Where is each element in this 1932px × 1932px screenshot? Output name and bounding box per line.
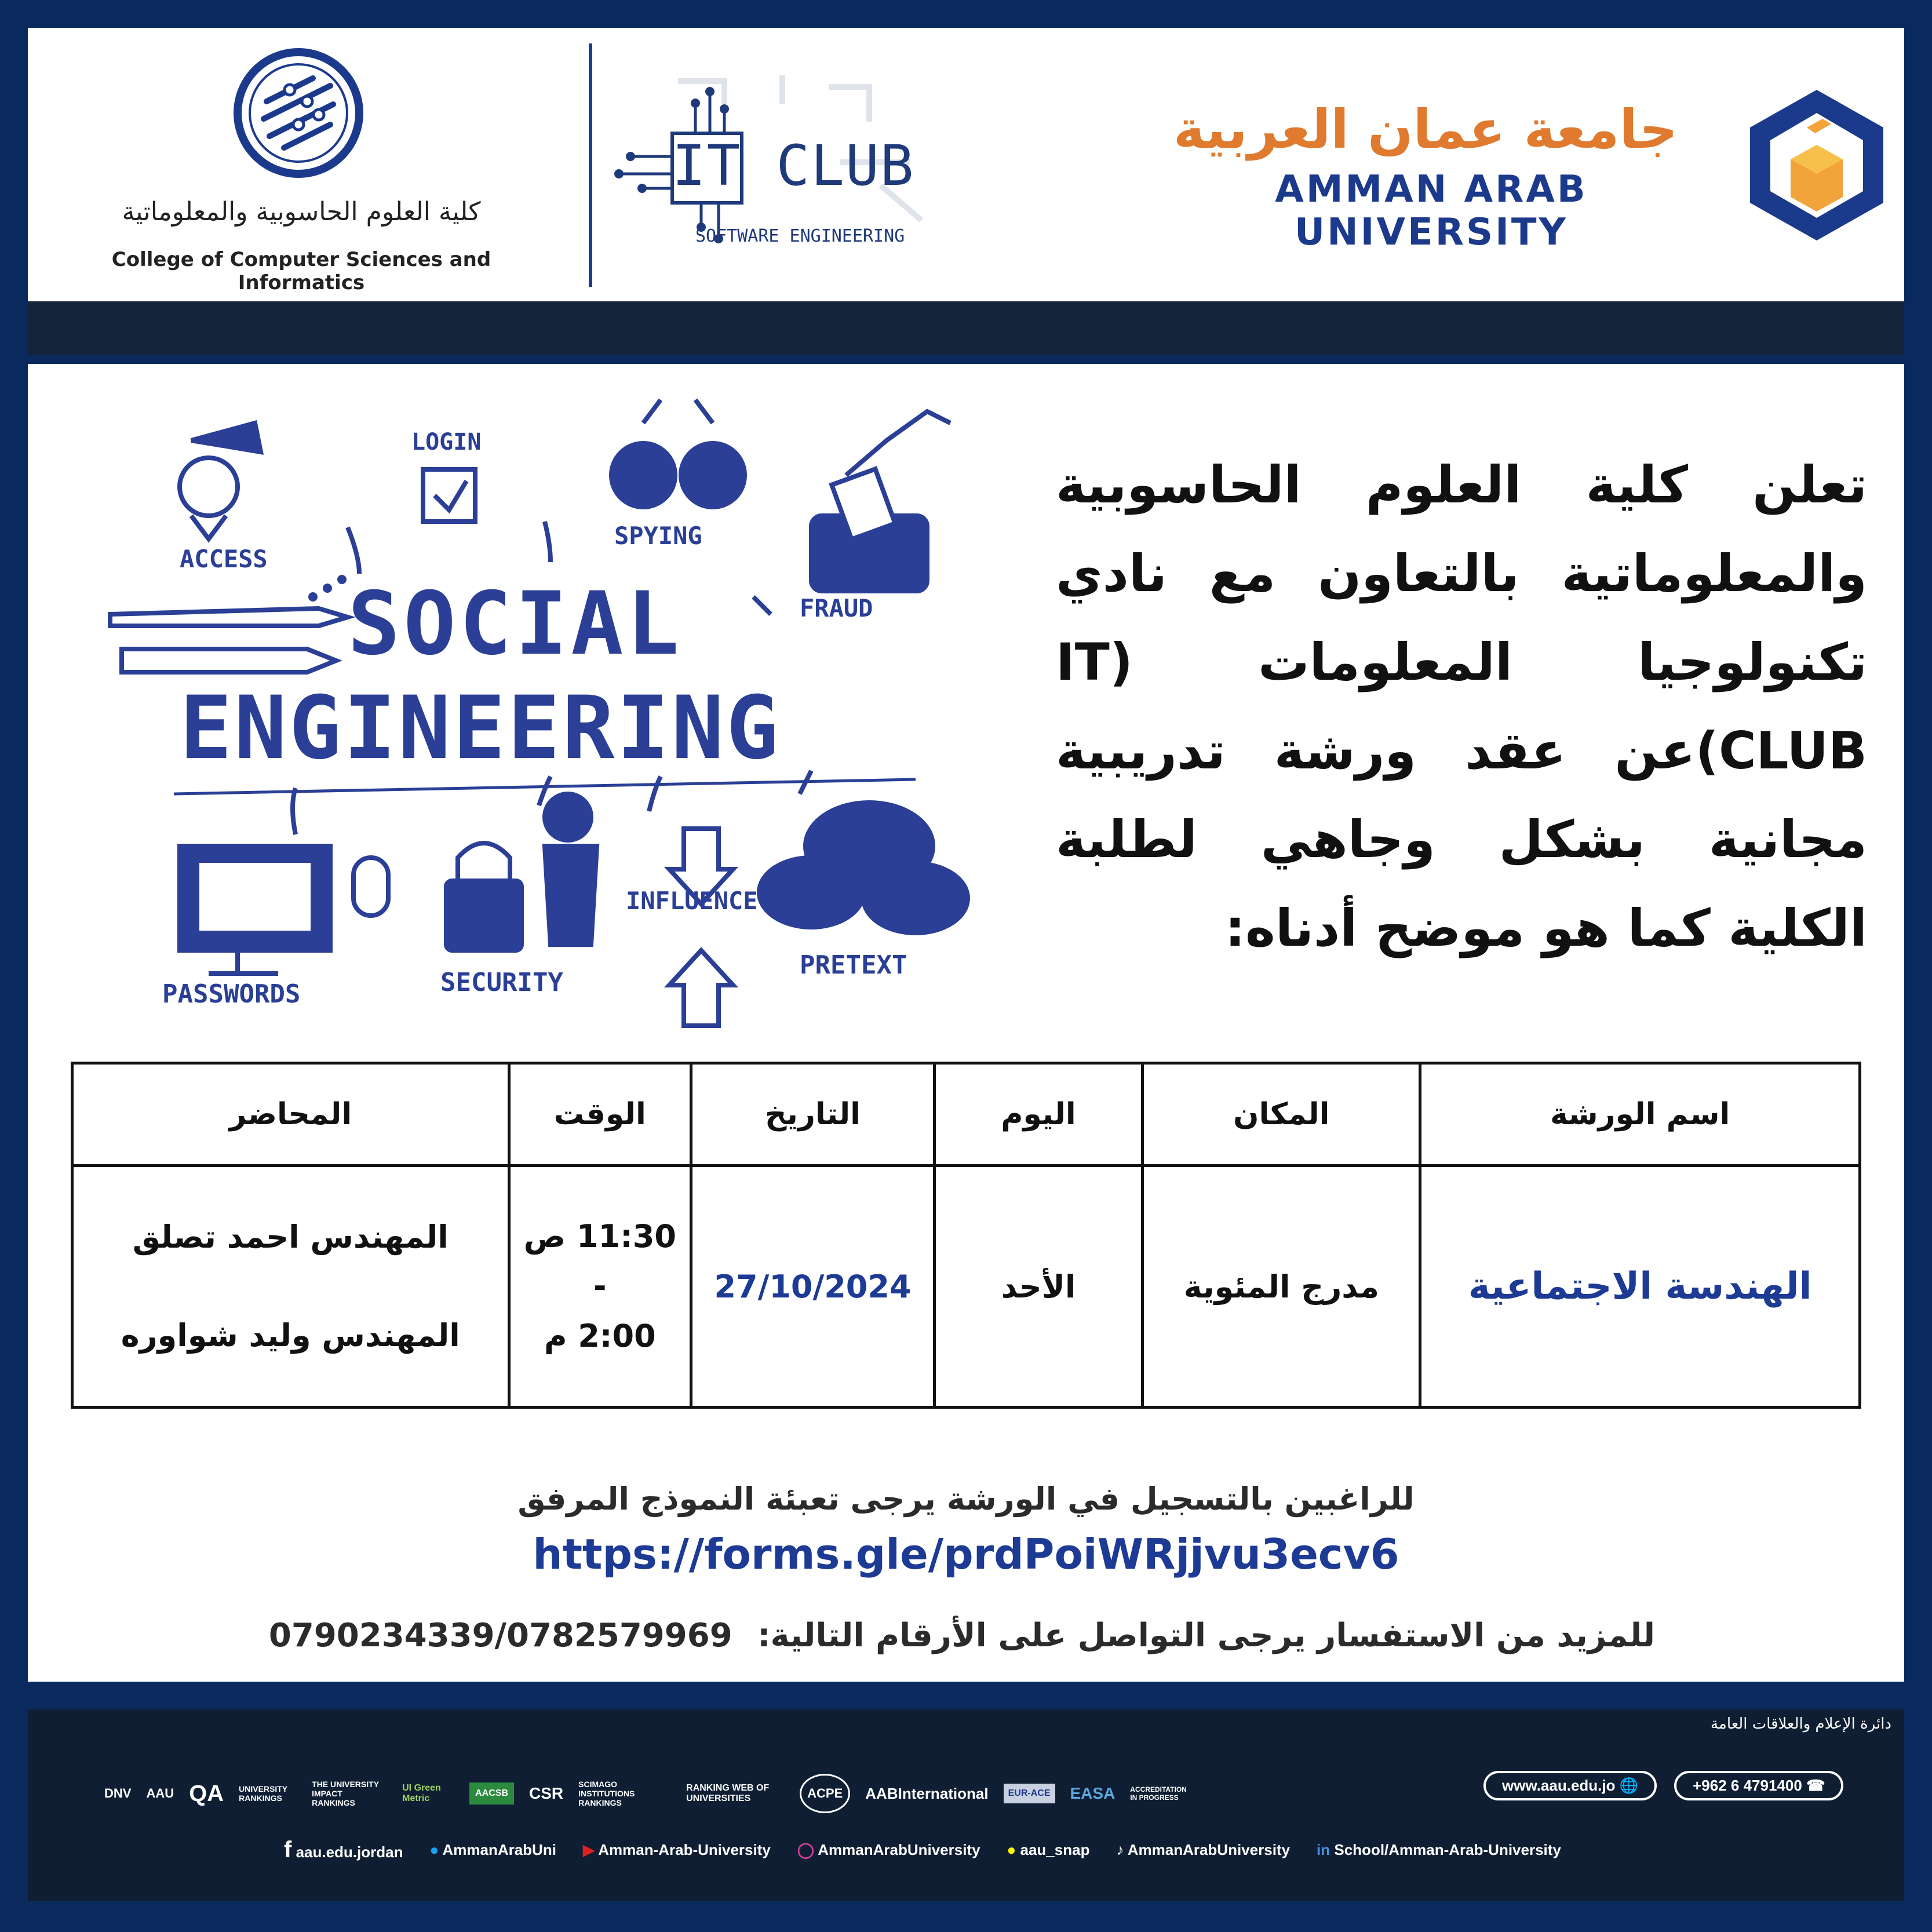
social-facebook[interactable]: f aau.edu.jordan: [284, 1837, 403, 1862]
college-name-ar: كلية العلوم الحاسوبية والمعلوماتية: [122, 197, 481, 227]
contact-line: [267, 1617, 1657, 1654]
poster-label-pretext: PRETEXT: [800, 950, 907, 980]
badge-aab: AABInternational: [865, 1784, 989, 1802]
university-name-en: AMMAN ARAB UNIVERSITY: [1275, 168, 1588, 254]
contact-phones: 0790234339/0782579969: [268, 1617, 732, 1654]
header-divider-band: [28, 301, 1904, 355]
badge-csr: CSR: [529, 1784, 564, 1802]
header-workshop-name: اسم الورشة: [1420, 1063, 1860, 1166]
workshop-table: [71, 1062, 1861, 1409]
cell-workshop-name: الهندسة الاجتماعية: [1420, 1166, 1860, 1408]
accreditation-badges: [104, 1767, 1495, 1820]
badge-the-impact: THE UNIVERSITY IMPACT RANKINGS: [312, 1780, 379, 1807]
facebook-icon: f: [284, 1837, 292, 1862]
it-club-subtitle: SOFTWARE ENGINEERING: [695, 226, 905, 246]
table-row: [72, 1166, 1860, 1408]
poster-title-engineering: ENGINEERING: [180, 678, 781, 779]
contact-pills: [1483, 1771, 1843, 1800]
social-engineering-illustration: [104, 388, 974, 1037]
registration-text: للراغبين بالتسجيل في الورشة يرجى تعبئة النموذج المرفق: [517, 1481, 1415, 1517]
badge-acpe: ACPE: [800, 1774, 850, 1813]
poster-label-access: ACCESS: [180, 545, 268, 573]
tiktok-icon: ♪: [1116, 1841, 1124, 1858]
poster-label-login: LOGIN: [411, 429, 482, 455]
youtube-icon: ▶: [582, 1841, 595, 1858]
time-start: 11:30 ص: [523, 1218, 676, 1255]
social-instagram[interactable]: ◯ AmmanArabUniversity: [797, 1841, 980, 1858]
it-club-title: IT CLUB: [672, 133, 915, 198]
social-snapchat[interactable]: ● aau_snap: [1007, 1841, 1090, 1858]
header-time: الوقت: [509, 1063, 691, 1166]
header-place: المكان: [1143, 1063, 1420, 1166]
website-text: www.aau.edu.jo: [1502, 1777, 1616, 1794]
globe-icon: 🌐: [1619, 1777, 1639, 1794]
cell-place: مدرج المئوية: [1143, 1166, 1420, 1408]
badge-university-rankings: UNIVERSITY RANKINGS: [239, 1784, 287, 1803]
department-label: دائرة الإعلام والعلاقات العامة: [1710, 1715, 1891, 1733]
poster-title-social: SOCIAL: [348, 574, 683, 675]
header-separator: [589, 43, 592, 287]
badge-dnv: DNV: [104, 1786, 132, 1800]
social-tiktok[interactable]: ♪ AmmanArabUniversity: [1116, 1841, 1291, 1858]
poster-label-passwords: PASSWORDS: [162, 979, 301, 1009]
poster-label-spying: SPYING: [614, 522, 702, 550]
aau-logo: [1744, 87, 1889, 243]
instagram-icon: ◯: [797, 1841, 814, 1858]
badge-accreditation-progress: ACCREDITATION IN PROGRESS: [1130, 1785, 1187, 1802]
cell-lecturer: [72, 1166, 509, 1408]
phone-icon: ☎: [1806, 1777, 1825, 1794]
snapchat-icon: ●: [1007, 1841, 1016, 1858]
college-name-en: College of Computer Sciences and Informatics: [111, 248, 491, 294]
badge-easa: EASA: [1070, 1784, 1116, 1802]
header-lecturer: المحاضر: [72, 1063, 509, 1166]
social-youtube[interactable]: ▶ Amman-Arab-University: [582, 1841, 771, 1858]
contact-text: للمزيد من الاستفسار يرجى التواصل على الأرقام التالية:: [757, 1617, 1656, 1654]
phone-pill[interactable]: [1674, 1771, 1843, 1800]
cell-day: الأحد: [934, 1166, 1142, 1408]
badge-aacsb: AACSB: [469, 1782, 514, 1805]
linkedin-icon: in: [1317, 1841, 1330, 1858]
social-links: [284, 1837, 1675, 1863]
university-name-ar: جامعة عمان العربية: [1173, 99, 1678, 161]
badge-aau: AAU: [146, 1786, 174, 1800]
social-linkedin[interactable]: in School/Amman-Arab-University: [1317, 1841, 1561, 1858]
cell-time: [509, 1166, 691, 1408]
announcement-text: تعلن كلية العلوم الحاسوبية والمعلوماتية بالتعاون مع نادي تكنولوجيا المعلومات (IT CLUB)عن عقد ورشة تدريبية مجانية بشكل وجاهي لطلبة الكلية كما هو موضح أدناه:: [1056, 455, 1867, 958]
time-separator: -: [593, 1268, 607, 1304]
badge-webometrics: RANKING WEB OF UNIVERSITIES: [686, 1783, 770, 1803]
college-logo: [232, 46, 365, 180]
website-pill[interactable]: [1483, 1771, 1657, 1800]
badge-qa: QA: [189, 1780, 224, 1806]
lecturer-1: المهندس احمد تصلق: [132, 1219, 449, 1255]
header-day: اليوم: [934, 1063, 1142, 1166]
cell-date: 27/10/2024: [691, 1166, 935, 1408]
time-end: 2:00 م: [544, 1318, 656, 1354]
header-date: التاريخ: [691, 1063, 935, 1166]
registration-link[interactable]: https://forms.gle/prdPoiWRjjvu3ecv6: [533, 1530, 1399, 1579]
phone-text: +962 6 4791400: [1693, 1777, 1802, 1794]
table-header-row: [72, 1063, 1860, 1166]
twitter-icon: ●: [429, 1841, 439, 1858]
poster-label-influence: INFLUENCE: [626, 887, 758, 915]
poster-label-fraud: FRAUD: [800, 594, 873, 622]
badge-ui-greenmetric: UI Green Metric: [402, 1783, 441, 1803]
badge-scimago: SCIMAGO INSTITUTIONS RANKINGS: [578, 1780, 635, 1807]
lecturer-2: المهندس وليد شواوره: [121, 1317, 460, 1354]
social-twitter[interactable]: ● AmmanArabUni: [429, 1841, 556, 1858]
poster-label-security: SECURITY: [440, 968, 563, 997]
badge-eur-ace: EUR-ACE: [1004, 1784, 1055, 1803]
